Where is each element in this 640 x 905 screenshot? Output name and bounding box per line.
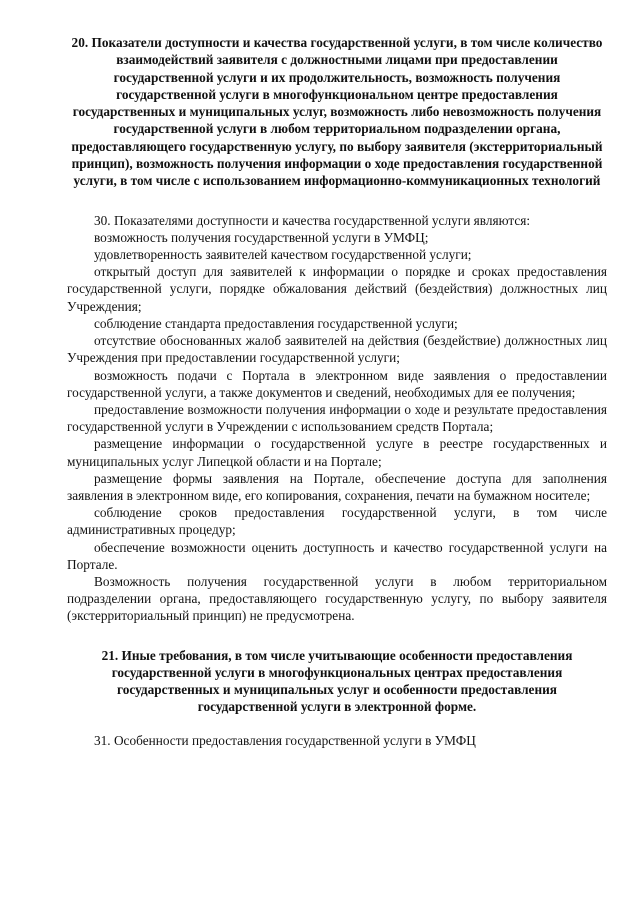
- list-item-open-access: открытый доступ для заявителей к информации о порядке и сроках предоставления государственной услуги, порядке обжалования действий (бездействия) должностных лиц Учреждения;: [67, 264, 607, 314]
- list-item-no-complaints: отсутствие обоснованных жалоб заявителей на действия (бездействие) должностных лиц Учреждения при предоставлении государственной услуги;: [67, 333, 607, 366]
- list-item-progress-info: предоставление возможности получения информации о ходе и результате предоставления государственной услуги в Учреждении с использованием средств Портала;: [67, 401, 607, 435]
- list-item-umfc: возможность получения государственной услуги в УМФЦ;: [94, 229, 429, 245]
- section-20-body: [67, 212, 607, 625]
- list-item-portal-application: возможность подачи с Портала в электронном виде заявления о предоставлении государственной услуги, а также документов и сведений, необходимых для ее получения;: [67, 367, 607, 400]
- list-item-deadlines: соблюдение сроков предоставления государственной услуги, в том числе административных процедур;: [67, 505, 607, 538]
- paragraph-30-intro: 30. Показателями доступности и качества государственной услуги являются:: [94, 212, 531, 228]
- section-21-body: [67, 732, 607, 749]
- paragraph-31: 31. Особенности предоставления государственной услуги в УМФЦ: [94, 732, 476, 748]
- list-item-satisfaction: удовлетворенность заявителей качеством государственной услуги;: [94, 247, 472, 263]
- section-21-heading: 21. Иные требования, в том числе учитывающие особенности предоставления государственной услуги в многофункциональных центрах предоставления государственных и муниципальных услуг и особенности предоставления государственной услуги в электронной форме.: [101, 647, 573, 715]
- section-20-heading: 20. Показатели доступности и качества государственной услуги, в том числе количество взаимодействий заявителя с должностными лицами при предоставлении государственной услуги и их продолжительность, возможность получения государственной услуги в многофункциональном центре предоставления государственных и муниципальных услуг, возможность либо невозможность получения государственной услуги в любом территориальном подразделении органа, предоставляющего государственную услугу, по выбору заявителя (экстерриториальный принцип), возможность получения информации о ходе предоставления государственной услуги, в том числе с использованием информационно-коммуникационных технологий: [71, 35, 603, 189]
- list-item-registry: размещение информации о государственной услуге в реестре государственных и муниципальных услуг Липецкой области и на Портале;: [67, 436, 607, 469]
- list-item-standard: соблюдение стандарта предоставления государственной услуги;: [94, 315, 458, 331]
- list-item-rating: обеспечение возможности оценить доступность и качество государственной услуги на Портале.: [67, 539, 607, 572]
- list-item-form-placement: размещение формы заявления на Портале, обеспечение доступа для заполнения заявления в электронном виде, его копирования, сохранения, печати на бумажном носителе;: [67, 470, 607, 503]
- paragraph-extraterritorial: Возможность получения государственной услуги в любом территориальном подразделении органа, предоставляющего государственную услугу, по выбору заявителя (экстерриториальный принцип) не предусмотрена.: [67, 573, 607, 624]
